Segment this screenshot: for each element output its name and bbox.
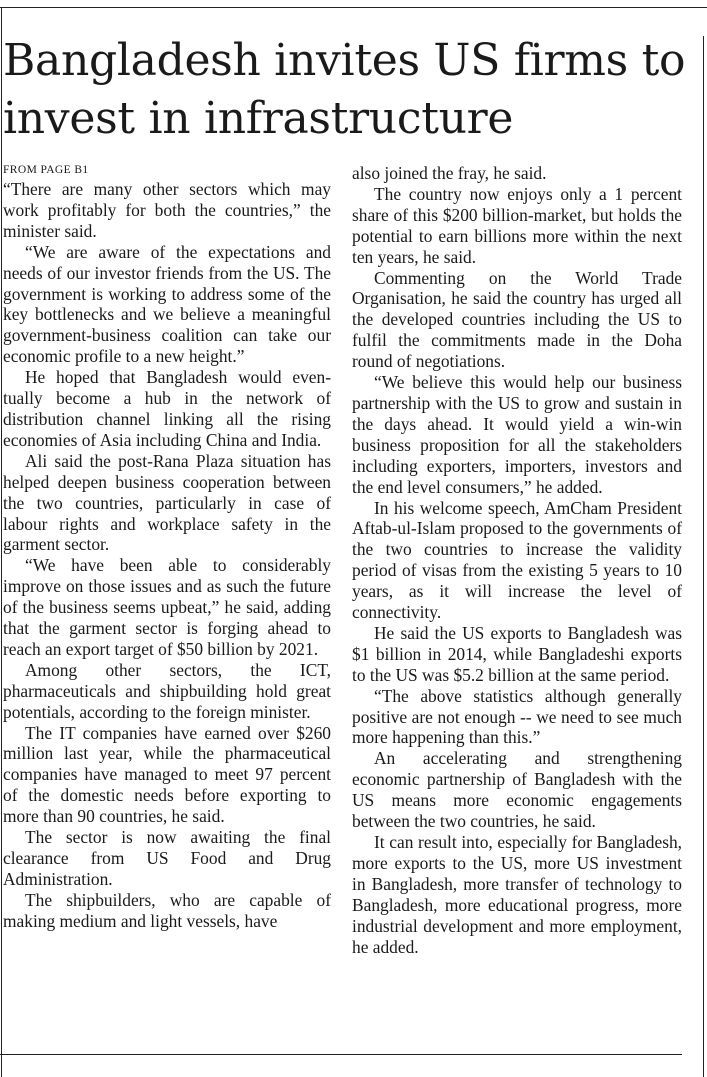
jump-label: FROM PAGE B1 bbox=[3, 164, 89, 176]
left-column bbox=[3, 163, 331, 932]
article-headline: Bangladesh invites US firms to invest in infrastructure bbox=[3, 35, 686, 144]
right-border-rule bbox=[703, 36, 704, 1077]
paragraph: He hoped that Bangladesh would eventually become a hub in the network of distribution channel linking all the rising economies of Asia including China and India. bbox=[3, 367, 331, 450]
paragraph: Among other sectors, the ICT, pharmaceuticals and shipbuilding hold great potentials, according to the foreign minister. bbox=[3, 659, 331, 722]
paragraph: The country now enjoys only a 1 percent share of this $200 billion-market, but holds the potential to earn billions more within the next ten years, he said. bbox=[352, 183, 682, 267]
paragraph: An accelerating and strengthening economic partnership of Bangladesh with the US means more economic engagements between the two countries, he said. bbox=[352, 748, 682, 832]
right-column bbox=[352, 163, 682, 957]
paragraph: Ali said the post-Rana Plaza situation has helped deepen business cooperation between the two countries, particularly in case of labour rights and workplace safety in the garment sector. bbox=[3, 450, 331, 555]
paragraph: The IT companies have earned over $260 million last year, while the pharmaceutical companies have managed to meet 97 percent of the domestic needs before exporting to more than 90 countries, he said. bbox=[3, 722, 331, 827]
paragraph: He said the US exports to Bangladesh was $1 billion in 2014, while Bangladeshi exports to the US was $5.2 billion at the same period. bbox=[352, 622, 682, 685]
paragraph: “We are aware of the expectations and needs of our investor friends from the US. The government is working to address some of the key bottlenecks and we believe a meaningful government-business coalition can take our economic profile to a new height.” bbox=[3, 241, 331, 367]
top-border-rule bbox=[0, 7, 707, 8]
paragraph: “There are many other sectors which may work profitably for both the countries,” the minister said. bbox=[3, 179, 331, 241]
paragraph: The shipbuilders, who are capable of making medium and light vessels, have bbox=[3, 889, 331, 931]
paragraph: In his welcome speech, AmCham President Aftab-ul-Islam proposed to the governments of the two countries to increase the validity period of visas from the existing 5 years to 10 years, as it will increase the level of connectivity. bbox=[352, 497, 682, 623]
paragraph: “The above statistics although generally positive are not enough -- we need to see much more happening than this.” bbox=[352, 685, 682, 748]
paragraph: “We have been able to considerably improve on those issues and as such the future of the business seems upbeat,” he said, adding that the garment sector is forging ahead to reach an export target of $50 billion by 2021. bbox=[3, 555, 331, 659]
paragraph: The sector is now awaiting the final clearance from US Food and Drug Administration. bbox=[3, 827, 331, 889]
bottom-border-rule bbox=[0, 1054, 682, 1055]
left-border-rule bbox=[1, 7, 2, 1077]
paragraph: also joined the fray, he said. bbox=[352, 163, 547, 183]
paragraph: Commenting on the World Trade Organisation, he said the country has urged all the developed countries including the US to fulfil the commitments made in the Doha round of negotiations. bbox=[352, 267, 682, 372]
paragraph: “We believe this would help our business partnership with the US to grow and sustain in the days ahead. It would yield a win-win business proposition for all the stakeholders including exporters, importers, investors and the end level consumers,” he added. bbox=[352, 372, 682, 497]
paragraph: It can result into, especially for Bangladesh, more exports to the US, more US investment in Bangladesh, more transfer of technology to Bangladesh, more educational progress, more industrial development and more employment, he added. bbox=[352, 832, 682, 957]
